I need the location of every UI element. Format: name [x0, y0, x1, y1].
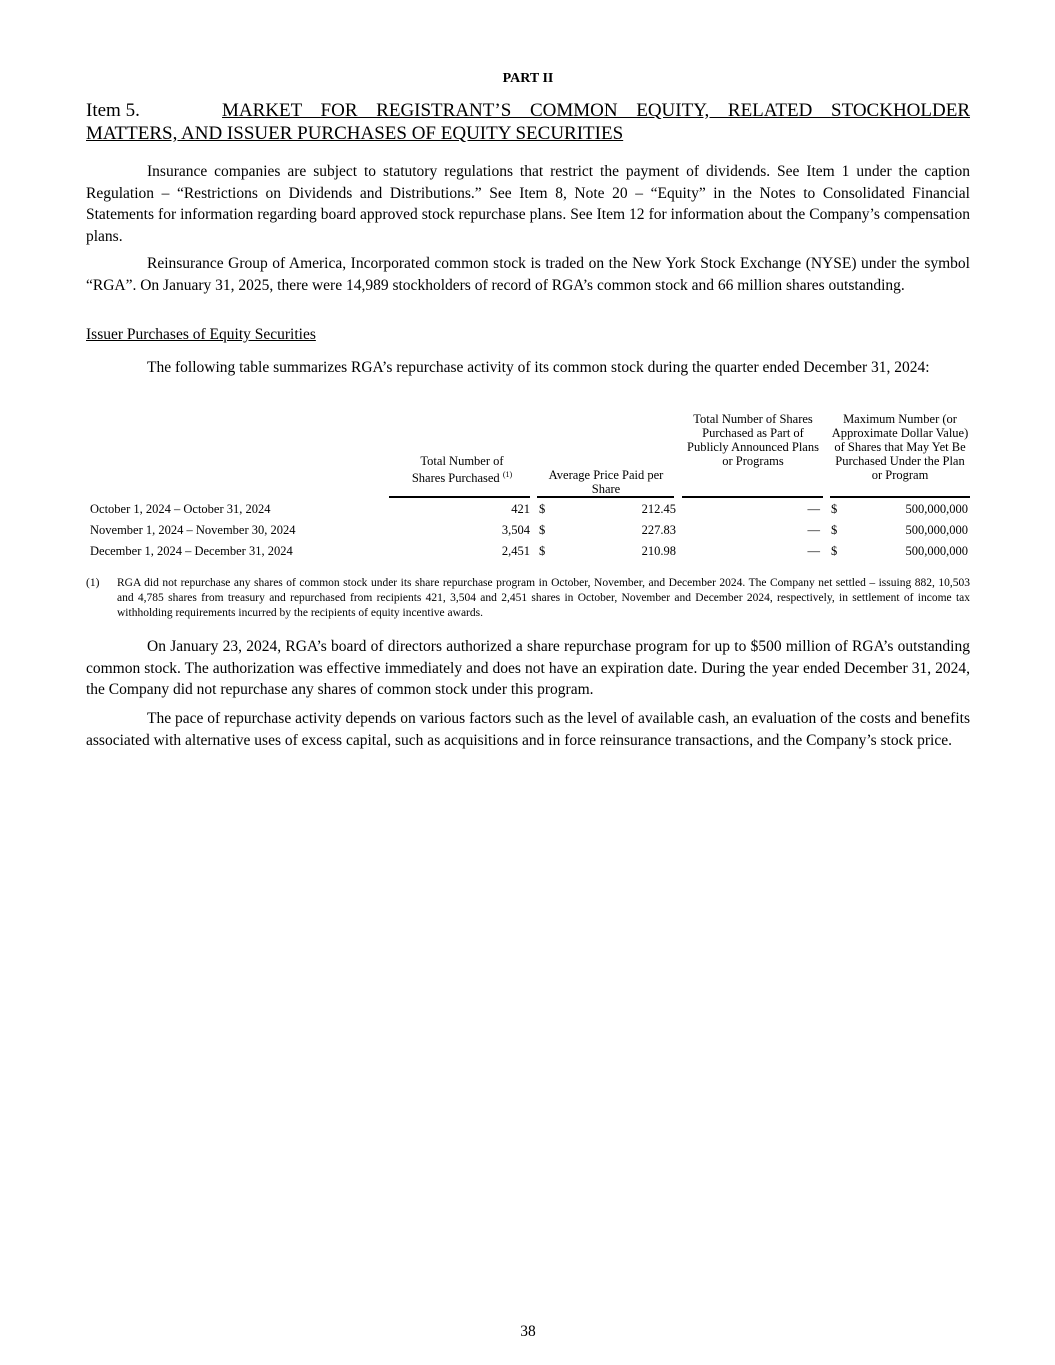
- table-row: [90, 502, 970, 522]
- item-number: Item 5.: [86, 100, 140, 121]
- cell-price: 210.98: [641, 544, 676, 558]
- cell-period: October 1, 2024 – October 31, 2024: [90, 502, 271, 516]
- table-row: [90, 544, 970, 564]
- cell-period: November 1, 2024 – November 30, 2024: [90, 523, 296, 537]
- cell-currency: $: [831, 544, 838, 558]
- cell-currency: $: [831, 523, 838, 537]
- cell-currency: $: [539, 502, 546, 516]
- header-rule: [389, 496, 530, 498]
- header-rule: [682, 496, 823, 498]
- header-rule: [830, 496, 970, 498]
- cell-price: 227.83: [641, 523, 676, 537]
- cell-currency: $: [539, 523, 546, 537]
- paragraph-stock-exchange: Reinsurance Group of America, Incorporated common stock is traded on the New York Stock Exchange (NYSE) under the symbol “RGA”. On January 31, 2025, there were 14,989 stockholders of record of RGA’s common stock and 66 million shares outstanding.: [86, 255, 970, 294]
- item-title: MARKET FOR REGISTRANT’S COMMON EQUITY, RELATED STOCKHOLDER MATTERS, AND ISSUER PURCHASES OF EQUITY SECURITIES: [86, 100, 970, 144]
- page-number: 38: [520, 1323, 536, 1340]
- header-plan-shares: Total Number of Shares Purchased as Part of Publicly Announced Plans or Programs: [687, 412, 819, 468]
- header-rule: [537, 496, 674, 498]
- footnote-mark: (1): [86, 577, 100, 589]
- header-avg-price: Average Price Paid per Share: [548, 468, 664, 496]
- cell-shares: 2,451: [501, 544, 530, 558]
- cell-price: 212.45: [641, 502, 676, 516]
- cell-shares: 3,504: [501, 523, 530, 537]
- footnote-text: RGA did not repurchase any shares of common stock under its share repurchase program in October, November, and December 2024. The Company net settled – issuing 882, 10,503 and 4,785 shares from treasury and repurchased from recipients 421, 3,504 and 2,451 shares in October, November and December 2024, respectively, in settlement of income tax withholding requirements incurred by the recipients of equity incentive awards.: [117, 577, 970, 619]
- footnote-ref: (1): [502, 470, 513, 479]
- paragraph-authorization: On January 23, 2024, RGA’s board of directors authorized a share repurchase program for up to $500 million of RGA’s outstanding common stock. The authorization was effective immediately and does not have an expiration date. During the year ended December 31, 2024, the Company did not repurchase any shares of common stock under this program.: [86, 638, 970, 698]
- subheading-issuer-purchases: Issuer Purchases of Equity Securities: [86, 326, 316, 343]
- table-row: [90, 523, 970, 543]
- header-max-value: Maximum Number (or Approximate Dollar Value) of Shares that May Yet Be Purchased Under the Plan or Program: [831, 412, 969, 482]
- cell-currency: $: [539, 544, 546, 558]
- cell-plan: —: [807, 544, 820, 558]
- header-total-shares: Total Number of Shares Purchased $^{(1)}$: [411, 454, 513, 486]
- cell-max: 500,000,000: [905, 544, 968, 558]
- cell-plan: —: [807, 523, 820, 537]
- cell-max: 500,000,000: [905, 523, 968, 537]
- cell-period: December 1, 2024 – December 31, 2024: [90, 544, 293, 558]
- item-heading: [86, 99, 970, 145]
- cell-currency: $: [831, 502, 838, 516]
- part-heading: PART II: [502, 71, 554, 86]
- paragraph-table-intro: The following table summarizes RGA’s repurchase activity of its common stock during the quarter ended December 31, 2024:: [147, 359, 930, 376]
- cell-shares: 421: [511, 502, 530, 516]
- cell-plan: —: [807, 502, 820, 516]
- paragraph-repurchase-pace: The pace of repurchase activity depends on various factors such as the level of available cash, an evaluation of the costs and benefits associated with alternative uses of excess capital, such as acquisitions and in force reinsurance transactions, and the Company’s stock price.: [86, 710, 970, 749]
- paragraph-dividends: Insurance companies are subject to statutory regulations that restrict the payment of dividends. See Item 1 under the caption Regulation – “Restrictions on Dividends and Distributions.” See Item 8, Note 20 – “Equity” in the Notes to Consolidated Financial Statements for information regarding board approved stock repurchase plans. See Item 12 for information about the Company’s compensation plans.: [86, 163, 970, 245]
- cell-max: 500,000,000: [905, 502, 968, 516]
